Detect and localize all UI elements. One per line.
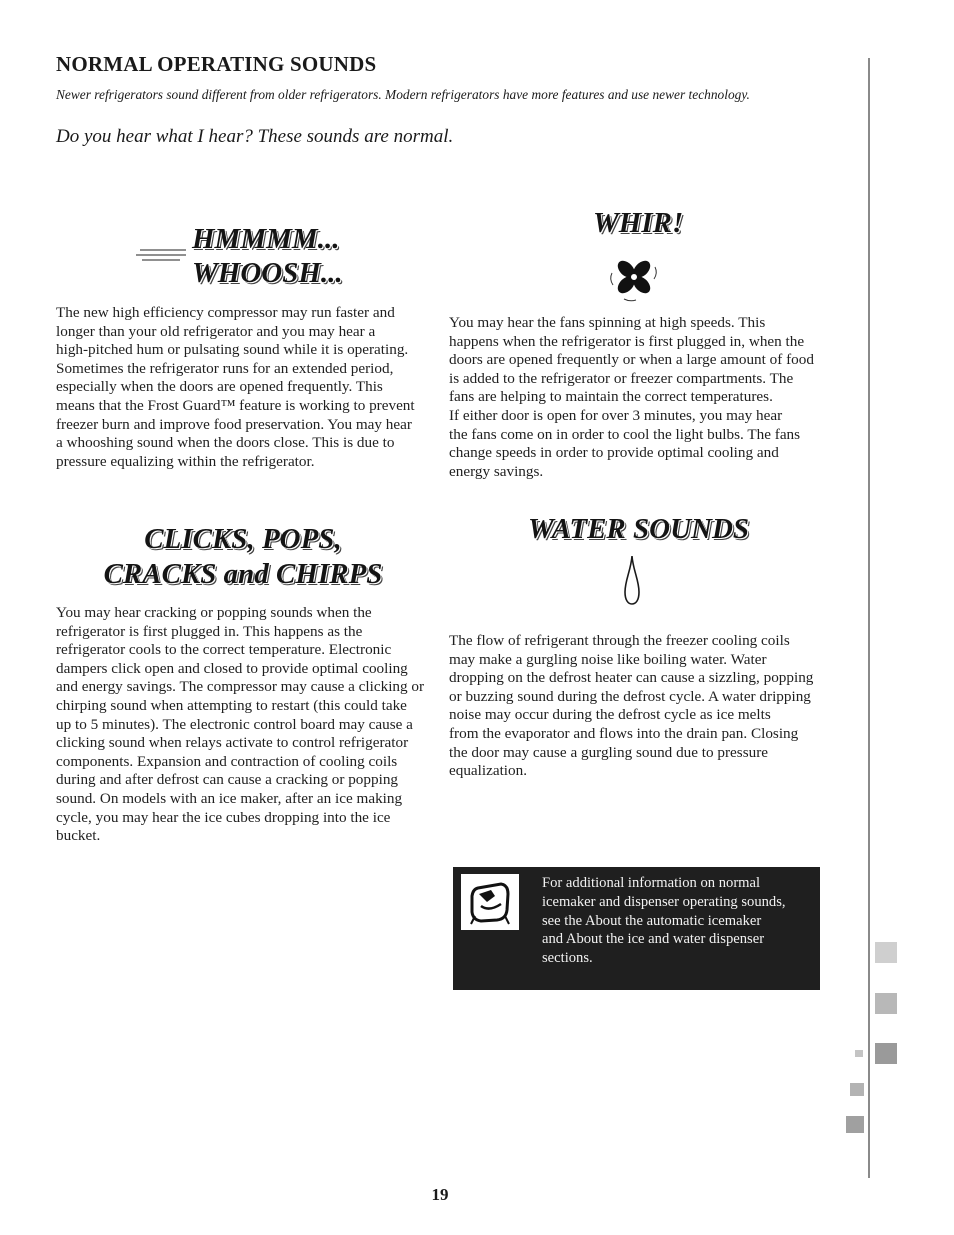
fan-icon <box>606 251 660 303</box>
body-line: freezer burn and improve food preservation. You may hear <box>56 415 412 433</box>
body-line: cycle, you may hear the ice cubes dropping into the ice <box>56 808 391 826</box>
body-line: sound. On models with an ice maker, after an ice making <box>56 789 403 807</box>
body-line: the door may cause a gurgling sound due to pressure <box>449 743 769 761</box>
body-line: bucket. <box>56 827 101 845</box>
margin-square <box>846 1116 864 1133</box>
section-body <box>56 604 441 846</box>
body-line: The new high efficiency compressor may run faster and <box>56 304 395 321</box>
page-heading: NORMAL OPERATING SOUNDS <box>56 52 377 76</box>
chapter-tab <box>875 993 897 1014</box>
body-line: during and after defrost can cause a cracking or popping <box>56 771 399 789</box>
tip-line: see the About the automatic icemaker <box>542 912 762 929</box>
section-body <box>449 632 839 781</box>
body-line: from the evaporator and flows into the drain pan. Closing <box>449 724 799 742</box>
body-line: components. Expansion and contraction of cooling coils <box>56 752 398 770</box>
body-line: You may hear the fans spinning at high speeds. This <box>449 314 766 331</box>
body-line: dropping on the defrost heater can cause a sizzling, popping <box>449 669 814 687</box>
body-line: or buzzing sound during the defrost cycle. A water dripping <box>449 687 811 705</box>
body-line: longer than your old refrigerator and you may hear a <box>56 322 376 340</box>
tip-text <box>542 874 814 968</box>
section-title-cracks: CRACKS and CHIRPS <box>103 558 383 590</box>
body-line: If either door is open for over 3 minutes, you may hear <box>449 406 783 424</box>
body-line: equalization. <box>449 762 528 780</box>
body-line: means that the Frost Guard™ feature is working to prevent <box>56 396 415 414</box>
airflow-lines-icon <box>136 247 188 263</box>
water-drop-icon <box>622 554 642 606</box>
tip-line: icemaker and dispenser operating sounds, <box>542 893 786 910</box>
section-body <box>56 304 436 471</box>
body-line: happens when the refrigerator is first plugged in, when the <box>449 332 805 350</box>
tip-line: For additional information on normal <box>542 875 761 891</box>
section-title-clicks: CLICKS, POPS, <box>144 523 342 555</box>
section-body <box>449 314 839 481</box>
page-subheading: Newer refrigerators sound different from older refrigerators. Modern refrigerators have more features and use newer technology. <box>56 87 750 102</box>
body-line: and energy savings. The compressor may cause a clicking or <box>56 678 425 696</box>
body-line: refrigerator is first plugged in. This happens as the <box>56 622 363 640</box>
body-line: dampers click open and closed to provide optimal cooling <box>56 659 408 677</box>
chapter-tab-active <box>875 1043 897 1064</box>
section-title-water: WATER SOUNDS <box>528 513 750 545</box>
margin-square <box>855 1050 863 1057</box>
tip-line: and About the ice and water dispenser <box>542 931 765 948</box>
body-line: energy savings. <box>449 462 544 480</box>
body-line: up to 5 minutes). The electronic control board may cause a <box>56 715 413 733</box>
body-line: Sometimes the refrigerator runs for an extended period, <box>56 359 394 377</box>
tip-line: sections. <box>542 950 593 967</box>
body-line: especially when the doors are opened frequently. This <box>56 378 383 396</box>
body-line: may make a gurgling noise like boiling water. Water <box>449 650 767 668</box>
tip-icon-frame <box>461 874 519 930</box>
section-title-whoosh: WHOOSH... <box>192 257 343 289</box>
body-line: is added to the refrigerator or freezer compartments. The <box>449 369 794 387</box>
body-line: doors are opened frequently or when a large amount of food <box>449 351 814 369</box>
body-line: You may hear cracking or popping sounds when the <box>56 604 372 621</box>
info-hand-icon <box>461 874 519 930</box>
section-title-whir: WHIR! <box>593 207 684 239</box>
page-tagline: Do you hear what I hear? These sounds are normal. <box>56 126 454 147</box>
body-line: The flow of refrigerant through the freezer cooling coils <box>449 632 790 649</box>
body-line: chirping sound when attempting to restart (this could take <box>56 696 407 714</box>
body-line: high-pitched hum or pulsating sound while it is operating. <box>56 341 409 359</box>
margin-rule <box>868 58 870 1178</box>
body-line: refrigerator cools to the correct temperature. Electronic <box>56 641 392 659</box>
body-line: noise may occur during the defrost cycle as ice melts <box>449 706 771 724</box>
margin-square <box>850 1083 864 1096</box>
body-line: clicking sound when relays activate to control refrigerator <box>56 734 409 752</box>
body-line: pressure equalizing within the refrigerator. <box>56 452 315 470</box>
body-line: a whooshing sound when the doors close. This is due to <box>56 434 395 452</box>
body-line: fans are helping to maintain the correct temperatures. <box>449 388 773 406</box>
page-number: 19 <box>431 1185 449 1204</box>
body-line: change speeds in order to provide optimal cooling and <box>449 444 779 462</box>
chapter-tab <box>875 942 897 963</box>
body-line: the fans come on in order to cool the light bulbs. The fans <box>449 425 801 443</box>
section-title-hmmm: HMMMM... <box>192 223 340 255</box>
